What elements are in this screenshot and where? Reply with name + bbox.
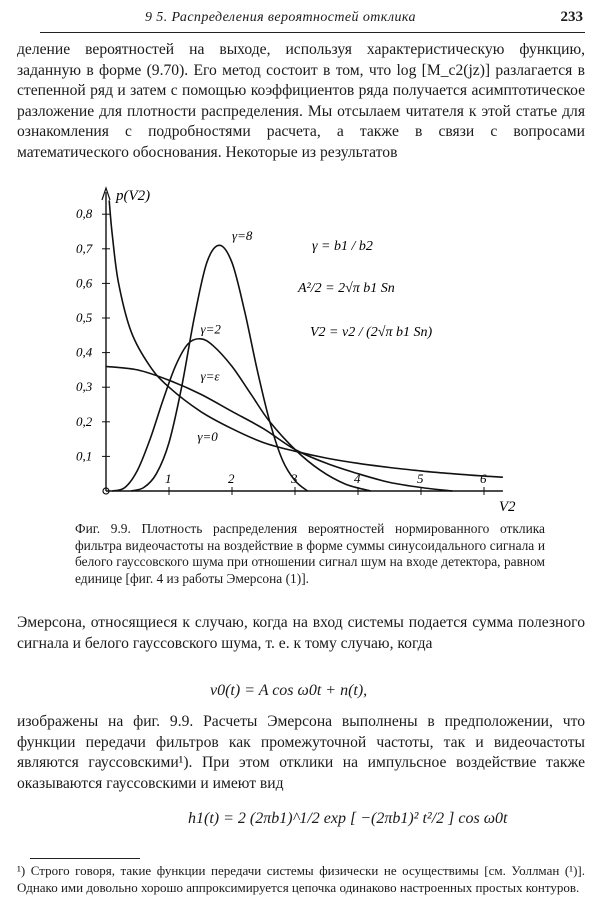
footnote-rule — [30, 858, 140, 859]
y-tick-label: 0,8 — [76, 206, 93, 222]
y-tick-label: 0,6 — [76, 275, 93, 291]
curve-label-0: γ=8 — [232, 228, 253, 244]
footnote: ¹) Строго говоря, такие функции передачи системы физически не осуществимы [см. Уоллман (¹)]. Однако ими довольно хорошо аппроксимируется цепочка одинаково настроенных простых контуров. — [17, 863, 585, 895]
annotation-amplitude: A²/2 = 2√π b1 Sn — [298, 281, 395, 296]
series-line-0 — [109, 200, 503, 477]
chart-curves — [106, 200, 503, 491]
x-tick-label: 5 — [417, 471, 424, 486]
chart-axes — [102, 188, 516, 515]
chart-ticks — [76, 206, 487, 495]
curve-label-3: γ=0 — [197, 428, 218, 444]
page-number: 233 — [560, 9, 583, 25]
y-tick-label: 0,7 — [76, 240, 93, 256]
running-header — [40, 8, 585, 33]
chart-labels — [197, 228, 253, 444]
paragraph-2: Эмерсона, относящиеся к случаю, когда на вход системы подается сумма полезного сигнала и белого гауссовского шума, т. е. к тому случаю, когда — [17, 614, 585, 652]
y-tick-label: 0,2 — [76, 413, 93, 429]
y-axis-label: p(V2) — [116, 188, 151, 204]
y-tick-label: 0,4 — [76, 344, 93, 360]
x-tick-label: 4 — [354, 471, 361, 486]
paragraph-3: изображены на фиг. 9.9. Расчеты Эмерсона выполнены в предположении, что функции передачи фильтров как промежуточной частоты, так и видеочастоты являются гауссовскими¹). При этом отклики на импульсное воздействие также оказываются гауссовскими и имеют вид — [17, 713, 585, 792]
series-line-2 — [112, 339, 370, 491]
formula-impulse-response: h1(t) = 2 (2πb1)^1/2 exp [ −(2πb1)² t²/2 ] cos ω0t — [188, 810, 508, 827]
figure-9-9-chart — [0, 180, 600, 520]
x-tick-label: 2 — [228, 471, 235, 486]
paragraph-1: деление вероятностей на выходе, используя характеристическую функцию, заданную в форме (9.70). Его метод состоит в том, что log [M_c2(jz)] разлагается в степенной ряд и затем с помощью коэффициентов ряда получается асимптотическое разложение для плотности распределения. Мы отсылаем читателя к этой статье для ознакомления с подробностями расчета, а также в связи с вопросами математического обоснования. Некоторые из результатов — [17, 41, 585, 161]
chart-annotations — [297, 239, 432, 340]
x-axis-label: V2 — [498, 499, 516, 515]
curve-label-1: γ=2 — [200, 321, 221, 337]
annotation-gamma-def: γ = b1 / b2 — [312, 239, 373, 254]
y-tick-label: 0,5 — [76, 310, 93, 325]
y-tick-label: 0,1 — [76, 448, 93, 464]
curve-label-2: γ=ε — [200, 368, 220, 384]
x-tick-label: 3 — [291, 471, 298, 486]
figure-caption: Фиг. 9.9. Плотность распределения вероятностей нормированного отклика фильтра видеочастоты на воздействие в форме суммы синусоидального сигнала и белого гауссовского шума при отношении сигнал шум на входе детектора, равном единице [фиг. 4 из работы Эмерсона (1)]. — [75, 521, 545, 586]
formula-input-signal: v0(t) = A cos ω0t + n(t), — [210, 682, 368, 699]
running-title: 9 5. Распределения вероятностей отклика — [145, 10, 416, 25]
annotation-v2-def: V2 = v2 / (2√π b1 Sn) — [310, 325, 433, 340]
y-tick-label: 0,3 — [76, 379, 93, 395]
x-tick-label: 6 — [480, 471, 487, 486]
x-tick-label: 1 — [165, 471, 172, 486]
